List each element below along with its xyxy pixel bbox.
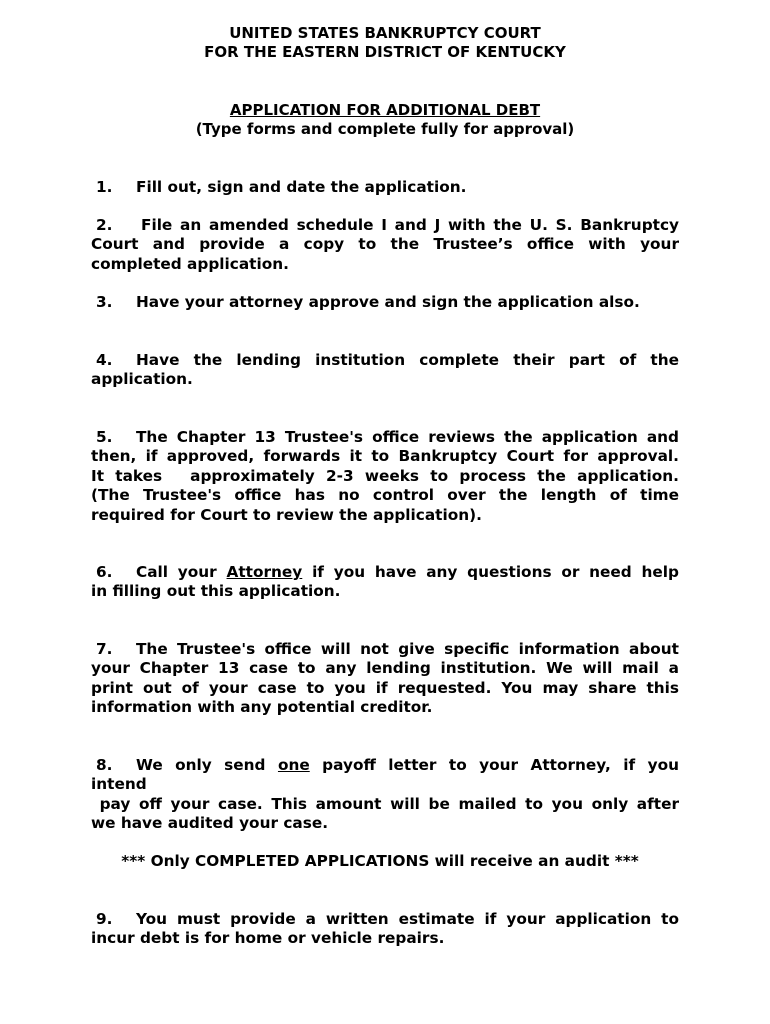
instruction-text: The Chapter 13 Trustee's office reviews the application and: [136, 428, 679, 446]
instruction-text: application.: [91, 370, 193, 389]
instruction-text: then, if approved, forwards it to Bankruptcy Court for approval.: [91, 447, 679, 466]
document-page: [91, 0, 679, 1024]
instruction-text: required for Court to review the application).: [91, 505, 482, 524]
instruction-number: 5.: [96, 428, 113, 446]
instruction-text: The Trustee's office will not give specific information about: [136, 640, 679, 658]
instruction-text: Call your: [136, 563, 217, 581]
court-name-line1: UNITED STATES BANKRUPTCY COURT: [229, 24, 541, 42]
instruction-number: 7.: [96, 640, 113, 658]
instruction-text: Have the lending institution complete their part of the: [136, 351, 679, 369]
instruction-7: [91, 640, 679, 718]
form-subtitle: (Type forms and complete fully for approval): [195, 120, 575, 138]
instruction-text: your Chapter 13 case to any lending institution. We will mail a: [91, 659, 679, 678]
instruction-number: 8.: [96, 756, 113, 774]
instruction-9: [91, 910, 679, 949]
instruction-text: we have audited your case.: [91, 814, 329, 833]
instruction-text: completed application.: [91, 254, 289, 273]
instruction-5: [91, 428, 679, 525]
instruction-number: 6.: [96, 563, 113, 581]
instruction-text: approximately 2-3 weeks to process the application.: [190, 466, 679, 485]
emphasis-one: one: [277, 756, 310, 774]
instruction-text: print out of your case to you if requested. You may share this: [91, 678, 679, 697]
instruction-text: (The Trustee's office has no control over the length of time: [91, 486, 679, 505]
instruction-2: [91, 216, 679, 274]
instruction-text: if you have any questions or need help: [312, 563, 679, 581]
instruction-3: [91, 293, 679, 312]
instruction-text: in filling out this application.: [91, 582, 341, 601]
audit-notice: *** Only COMPLETED APPLICATIONS will receive an audit ***: [121, 852, 639, 870]
instruction-text: intend: [91, 775, 147, 794]
instruction-text: information with any potential creditor.: [91, 698, 433, 717]
instruction-text: You must provide a written estimate if your application to: [136, 910, 679, 928]
instruction-text: Fill out, sign and date the application.: [136, 178, 467, 196]
instruction-text: Have your attorney approve and sign the application also.: [136, 293, 640, 311]
instruction-text: pay off your case. This amount will be mailed to you only after: [91, 794, 679, 813]
instruction-number: 4.: [96, 351, 113, 369]
instruction-6: [91, 563, 679, 602]
instruction-text: incur debt is for home or vehicle repairs.: [91, 929, 445, 948]
instruction-4: [91, 351, 679, 390]
instruction-text: payoff letter to your Attorney, if you: [322, 756, 679, 774]
court-name-line2: FOR THE EASTERN DISTRICT OF KENTUCKY: [204, 43, 566, 61]
instruction-1: [91, 178, 679, 197]
instruction-number: 1.: [96, 178, 113, 196]
instruction-number: 9.: [96, 910, 113, 928]
instruction-text: We only send: [136, 756, 266, 774]
instruction-number: 2.: [96, 216, 113, 234]
instruction-text: It takes: [91, 466, 163, 485]
instruction-8: [91, 756, 679, 834]
form-title: [91, 101, 679, 120]
instruction-text: Court and provide a copy to the Trustee’s office with your: [91, 235, 679, 254]
instruction-text: File an amended schedule I and J with the U. S. Bankruptcy: [141, 216, 679, 234]
attorney-link[interactable]: Attorney: [226, 563, 303, 581]
form-title-text: APPLICATION FOR ADDITIONAL DEBT: [229, 101, 541, 119]
instruction-number: 3.: [96, 293, 113, 311]
